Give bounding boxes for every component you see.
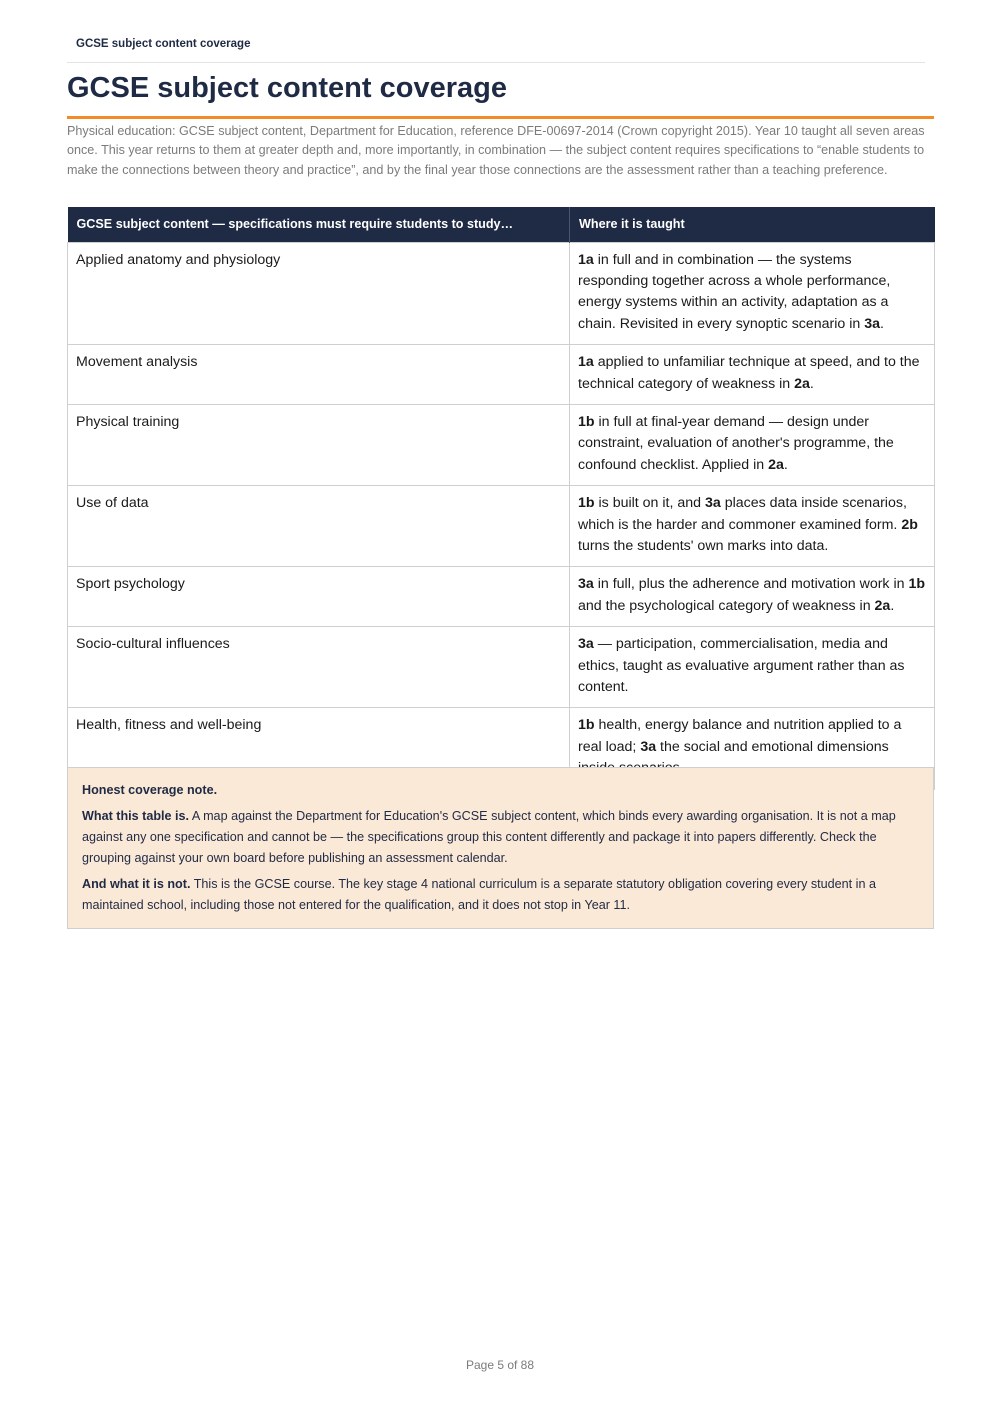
taught-text: in full at final-year demand — design under constraint, evaluation of another's programme, the confound checklist. Applied in <box>578 413 894 473</box>
table-row <box>68 345 935 405</box>
content-area-cell: Physical training <box>68 404 570 485</box>
note-lead-what-it-is-not: And what it is not. <box>82 877 191 891</box>
taught-text: is built on it, and <box>594 495 705 512</box>
taught-text: . <box>783 456 788 473</box>
taught-text: . <box>890 597 895 614</box>
content-area-cell: Health, fitness and well-being <box>68 708 570 789</box>
note-text-what-it-is-not: This is the GCSE course. The key stage 4 national curriculum is a separate statutory obligation covering every student in a maintained school, including those not entered for the qualification, and it does not stop in Year 11. <box>82 877 876 912</box>
taught-text: places data inside scenarios, which is the harder and commoner examined form. <box>578 495 907 533</box>
coverage-table <box>67 207 935 790</box>
note-paragraph-what-it-is <box>82 806 919 869</box>
where-taught-cell <box>570 567 935 627</box>
taught-text: the social and emotional dimensions <box>660 738 889 755</box>
coverage-table-body <box>68 242 935 789</box>
taught-text: and the psychological category of weakness in <box>578 597 875 614</box>
taught-text: — participation, commercialisation, media and ethics, taught as evaluative argument rather than as content. <box>578 636 905 695</box>
taught-text: applied to unfamiliar technique at speed, and to the technical category of weakness in <box>578 354 920 392</box>
intro-paragraph: Physical education: GCSE subject content, Department for Education, reference DFE-00697-2014 (Crown copyright 2015). Year 10 taught all seven areas once. This year returns to them at greater depth and, more importantly, in combination — the subject content requires specifications to “enable students to make the connections between theory and practice”, and by the final year those connections are the assessment rather than a teaching preference. <box>67 124 925 177</box>
unit-reference: 1a <box>578 354 594 371</box>
unit-reference: 2a <box>768 456 784 473</box>
page-title: GCSE subject content coverage <box>67 68 934 119</box>
note-text-what-it-is: A map against the Department for Education's GCSE subject content, which binds every awarding organisation. It is not a map against any one specification and cannot be — the specifications group this content differently and package it into papers differently. Check the grouping against your own board before publishing an assessment calendar. <box>82 809 896 865</box>
unit-reference: 3a <box>640 738 657 755</box>
unit-reference: 3a <box>864 315 881 332</box>
where-taught-cell <box>570 486 935 567</box>
unit-reference: 1a <box>578 251 594 268</box>
unit-reference: 3a <box>578 636 594 653</box>
unit-reference: 2a <box>874 597 891 614</box>
column-header-content: GCSE subject content — specifications must require students to study… <box>68 207 570 242</box>
note-lead-what-it-is: What this table is. <box>82 809 190 823</box>
table-header-row <box>68 207 935 242</box>
coverage-note <box>67 767 934 929</box>
taught-text: health, energy balance and nutrition applied to a real load; <box>578 717 902 755</box>
content-area-cell: Movement analysis <box>68 345 570 405</box>
note-title: Honest coverage note. <box>82 783 218 797</box>
taught-text: in full, plus the adherence and motivation work in <box>593 576 909 593</box>
column-header-where-taught: Where it is taught <box>570 207 935 242</box>
table-row <box>68 567 935 627</box>
content-area-cell: Applied anatomy and physiology <box>68 242 570 345</box>
taught-text: . <box>880 315 884 332</box>
unit-reference: 3a <box>578 576 594 593</box>
where-taught-cell <box>570 345 935 405</box>
taught-text: turns the students' own marks into data. <box>578 537 829 554</box>
where-taught-cell <box>570 242 935 345</box>
table-row <box>68 627 935 708</box>
page-number: Page 5 of 88 <box>465 1358 535 1372</box>
unit-reference: 3a <box>704 495 721 512</box>
unit-reference: 2b <box>901 516 918 533</box>
content-area-cell: Sport psychology <box>68 567 570 627</box>
content-area-cell: Use of data <box>68 486 570 567</box>
taught-text: in full and in combination — the systems responding together across a whole performance, energy systems within an activity, adaptation as a chain. Revisited in every synoptic scenario in <box>578 251 891 332</box>
unit-reference: 1b <box>578 717 595 734</box>
where-taught-cell <box>570 627 935 708</box>
table-row <box>68 404 935 485</box>
running-header: GCSE subject content coverage <box>67 38 925 63</box>
note-paragraph-what-it-is-not <box>82 874 919 916</box>
table-row <box>68 242 935 345</box>
taught-text: . <box>809 375 814 392</box>
table-row <box>68 486 935 567</box>
unit-reference: 1b <box>578 413 595 430</box>
unit-reference: 2a <box>794 375 810 392</box>
unit-reference: 1b <box>578 495 595 512</box>
where-taught-cell <box>570 404 935 485</box>
content-area-cell: Socio-cultural influences <box>68 627 570 708</box>
unit-reference: 1b <box>908 576 926 593</box>
